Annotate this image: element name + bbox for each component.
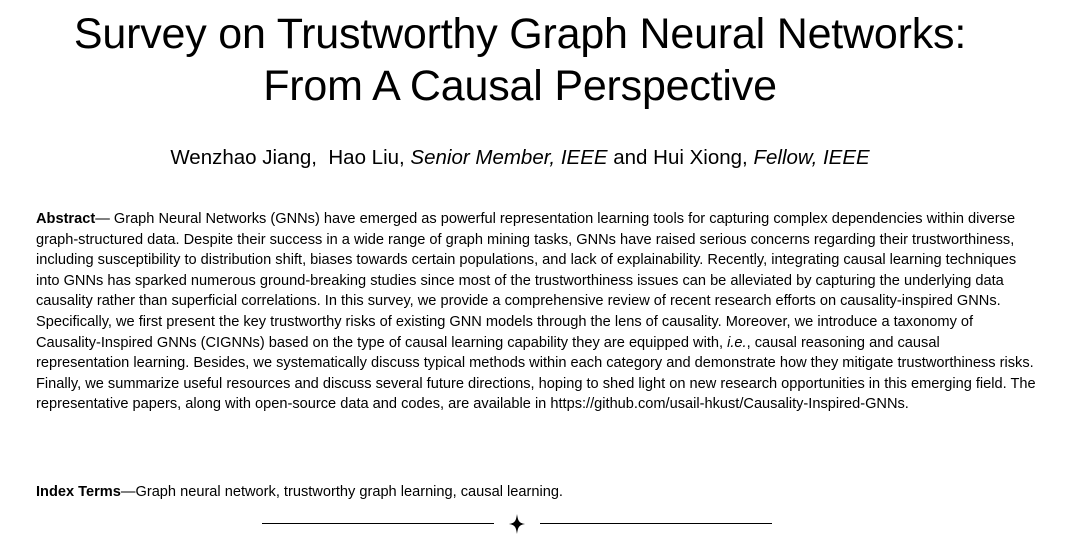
separator-rule-left [262,523,494,524]
index-terms-label: Index Terms [36,484,121,500]
separator-rule-right [540,523,772,524]
abstract [36,209,1036,415]
author-conjunction: and [613,146,648,169]
index-terms [36,482,1036,503]
author-role: Fellow, IEEE [753,146,870,169]
title-line-1: Survey on Trustworthy Graph Neural Networks: [73,10,967,58]
abstract-emphasis: i.e. [727,334,747,351]
author-name: Hui Xiong, [653,146,748,169]
abstract-text: , causal reasoning and causal representation learning. Besides, we systematically discuss typical methods within each category and demonstrate how they mitigate trustworthiness risks. Finally, we summarize useful resources and discuss several future directions, hoping to shed light on new research opportunities in this emerging field. The representative papers, along with open-source data and codes, are available in https://github.com/usail-hkust/Causality-Inspired-GNNs. [36,334,1036,413]
author-role: Senior Member, IEEE [410,146,608,169]
author-name: Hao Liu, [328,146,405,169]
author-list [0,145,1040,171]
abstract-label: Abstract [36,211,96,227]
paper-title [0,8,1040,112]
four-point-star-icon [508,513,526,535]
index-terms-text: —Graph neural network, trustworthy graph learning, causal learning. [120,484,563,500]
section-separator [262,512,772,536]
title-line-2: From A Causal Perspective [263,62,777,110]
abstract-text: — Graph Neural Networks (GNNs) have emerged as powerful representation learning tools for capturing complex dependencies within diverse graph-structured data. Despite their success in a wide range of graph mining tasks, GNNs have raised serious concerns regarding their trustworthiness, including susceptibility to distribution shift, biases towards certain populations, and lack of explainability. Recently, integrating causal learning techniques into GNNs has sparked numerous ground-breaking studies since most of the trustworthiness issues can be alleviated by capturing the underlying data causality rather than superficial correlations. In this survey, we provide a comprehensive review of recent research efforts on causality-inspired GNNs. Specifically, we first present the key trustworthy risks of existing GNN models through the lens of causality. Moreover, we introduce a taxonomy of Causality-Inspired GNNs (CIGNNs) based on the type of causal learning capability they are equipped with, [36,211,1017,351]
author-name: Wenzhao Jiang, [170,146,317,169]
